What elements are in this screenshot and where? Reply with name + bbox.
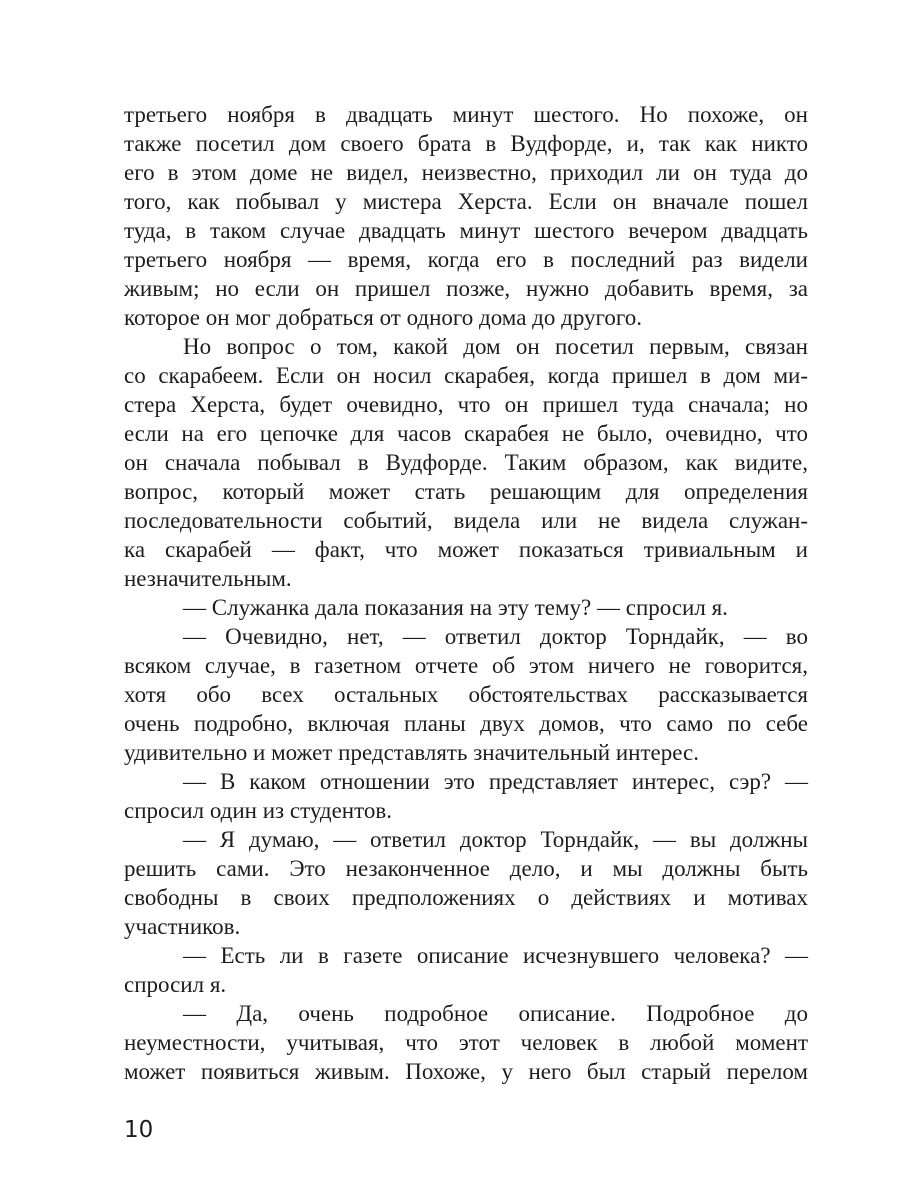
text-line: последовательности событий, видела или не видела служан- [124,508,808,533]
text-line: незначительным. [124,566,292,591]
text-line: третьего ноября — время, когда его в последний раз видели [124,247,808,272]
text-line: — Есть ли в газете описание исчезнувшего человека? — [183,943,808,968]
text-line: спросил я. [124,972,227,997]
text-line: он сначала побывал в Вудфорде. Таким образом, как видите, [124,450,808,475]
text-line: может появиться живым. Похоже, у него был старый перелом [124,1059,808,1084]
text-line: его в этом доме не видел, неизвестно, приходил ли он туда до [124,160,808,185]
text-line: неуместности, учитывая, что этот человек в любой момент [124,1030,808,1055]
text-line: — Да, очень подробное описание. Подробное до [183,1001,808,1026]
text-line: свободны в своих предположениях о действиях и мотивах [124,885,808,910]
text-line: решить сами. Это незаконченное дело, и мы должны быть [124,856,808,881]
text-line: — Очевидно, нет, — ответил доктор Торндайк, — во [183,624,808,649]
text-line: спросил один из студентов. [124,798,392,823]
text-line: — В каком отношении это представляет интерес, сэр? — [183,769,808,794]
page-text [124,100,808,1086]
text-line: удивительно и может представлять значительный интерес. [124,740,699,765]
text-line: также посетил дом своего брата в Вудфорде, и, так как никто [124,131,808,156]
text-line: Но вопрос о том, какой дом он посетил первым, связан [183,334,808,359]
text-line: со скарабеем. Если он носил скарабея, когда пришел в дом ми- [124,363,808,388]
text-line: участников. [124,914,241,939]
page-number: 10 [124,1117,154,1143]
text-line: — Я думаю, — ответил доктор Торндайк, — вы должны [183,827,808,852]
text-line: — Служанка дала показания на эту тему? — спросил я. [183,595,728,620]
text-line: хотя обо всех остальных обстоятельствах рассказывается [124,682,808,707]
text-line: если на его цепочке для часов скарабея не было, очевидно, что [124,421,808,446]
text-line: всяком случае, в газетном отчете об этом ничего не говорится, [124,653,808,678]
text-line: вопрос, который может стать решающим для определения [124,479,808,504]
text-line: того, как побывал у мистера Херста. Если он вначале пошел [124,189,808,214]
text-line: третьего ноября в двадцать минут шестого. Но похоже, он [124,102,808,127]
text-line: ка скарабей — факт, что может показаться тривиальным и [124,537,808,562]
text-line: живым; но если он пришел позже, нужно добавить время, за [124,276,808,301]
text-line: очень подробно, включая планы двух домов, что само по себе [124,711,808,736]
text-line: стера Херста, будет очевидно, что он пришел туда сначала; но [124,392,808,417]
text-line: туда, в таком случае двадцать минут шестого вечером двадцать [124,218,808,243]
text-line: которое он мог добраться от одного дома до другого. [124,305,642,330]
